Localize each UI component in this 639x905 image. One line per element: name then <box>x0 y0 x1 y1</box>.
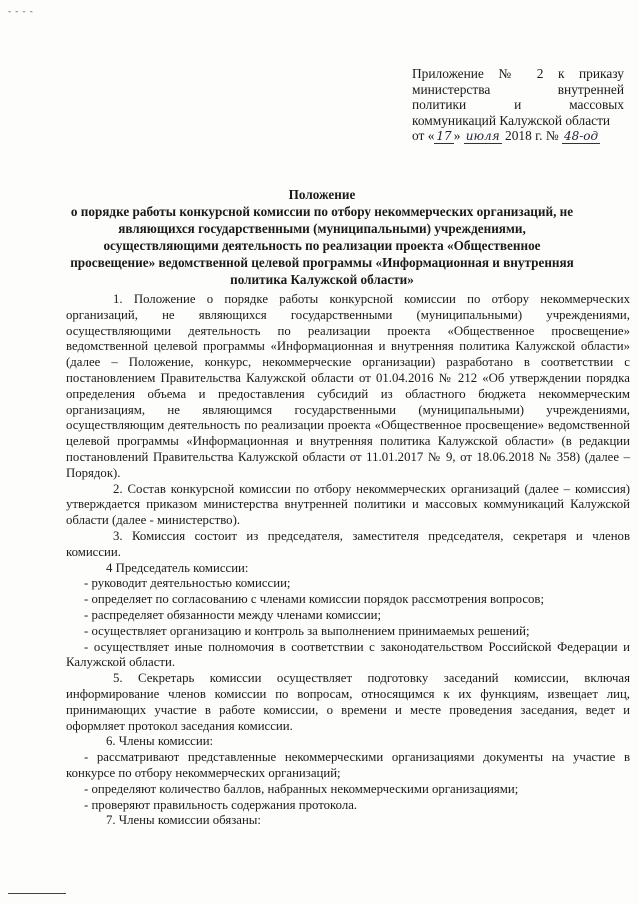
handwritten-month: июля <box>465 129 500 143</box>
date-quote: » <box>453 128 461 143</box>
appendix-block <box>412 66 624 145</box>
header-mark: - - - - <box>8 6 34 16</box>
list-item: - распределяет обязанности между членами комиссии; <box>84 607 382 622</box>
date-prefix: от « <box>412 128 435 143</box>
list-item: - осуществляет организацию и контроль за выполнением принимаемых решений; <box>84 623 530 638</box>
paragraph-3: 3. Комиссия состоит из председателя, заместителя председателя, секретаря и членов комиссии. <box>66 528 630 559</box>
paragraph-5: 5. Секретарь комиссии осуществляет подготовку заседаний комиссии, включая информирование членов комиссии по вопросам, относящимся к их функциям, извещает лиц, принимающих участие в работе комиссии, о времени и месте проведения заседания, ведет и оформляет протокол заседания комиссии. <box>66 671 630 733</box>
title-line-2: являющихся государственными (муниципальными) учреждениями, <box>118 221 526 236</box>
title-line-4: просвещение» ведомственной целевой программы «Информационная и внутренняя <box>70 255 574 270</box>
list-item: - проверяют правильность содержания протокола. <box>84 797 358 812</box>
list-item: - рассматривают представленные некоммерческими организациями документы на участие в конкурсе по отбору некоммерческих организаций; <box>66 750 630 780</box>
paragraph-1: 1. Положение о порядке работы конкурсной комиссии по отбору некоммерческих организаций, не являющихся государственными (муниципальными) учреждениями, осуществляющими деятельность по реализации проекта «Общественное просвещение» ведомственной целевой программы «Информационная и внутренняя политика Калужской области» (далее – Положение, конкурс, некоммерческие организации) разработано в соответствии с постановлением Правительства Калужской области от 01.04.2016 № 212 «Об утверждении порядка определения объема и предоставления субсидий из областного бюджета некоммерческим организациям, не являющимся государственными (муниципальными) учреждениями, осуществляющим деятельность по реализации проекта «Общественное просвещение» ведомственной целевой программы «Информационная и внутренняя политика Калужской области» (в редакции постановлений Правительства Калужской области от 11.01.2017 № 9, от 18.06.2018 № 358) (далее – Порядок). <box>66 292 630 480</box>
list-item: - определяют количество баллов, набранных некоммерческими организациями; <box>84 781 519 796</box>
list-item: - осуществляет иные полномочия в соответствии с законодательством Российской Федерации и Калужской области. <box>66 639 630 670</box>
title-line-5: политика Калужской области» <box>230 272 414 287</box>
appendix-line-3: политики и массовых <box>412 97 624 112</box>
footer-divider <box>8 893 66 894</box>
appendix-line-2: министерства внутренней <box>412 81 624 97</box>
list-item: - определяет по согласованию с членами комиссии порядок рассмотрения вопросов; <box>84 592 545 607</box>
paragraph-6: 6. Члены комиссии: <box>106 734 214 749</box>
list-item: - руководит деятельностью комиссии; <box>84 576 291 591</box>
date-year: 2018 г. № <box>505 128 559 143</box>
document-title <box>60 186 584 288</box>
title-heading: Положение <box>288 187 356 202</box>
paragraph-7: 7. Члены комиссии обязаны: <box>106 813 261 828</box>
paragraph-4: 4 Председатель комиссии: <box>106 560 249 575</box>
paragraph-2: 2. Состав конкурсной комиссии по отбору некоммерческих организаций (далее – комиссия) утверждается приказом министерства внутренней политики и массовых коммуникаций Калужской области (далее - министерство). <box>66 481 630 528</box>
handwritten-day: 17 <box>436 129 452 143</box>
title-line-3: осуществляющими деятельность по реализации проекта «Общественное <box>103 238 541 253</box>
title-line-1: о порядке работы конкурсной комиссии по отбору некоммерческих организаций, не <box>70 204 574 219</box>
handwritten-number: 48-од <box>563 129 599 143</box>
appendix-date-line <box>412 128 600 143</box>
document-body <box>66 292 630 829</box>
appendix-line-1: Приложение № 2 к приказу <box>412 66 624 81</box>
appendix-line-4: коммуникаций Калужской области <box>412 112 611 128</box>
